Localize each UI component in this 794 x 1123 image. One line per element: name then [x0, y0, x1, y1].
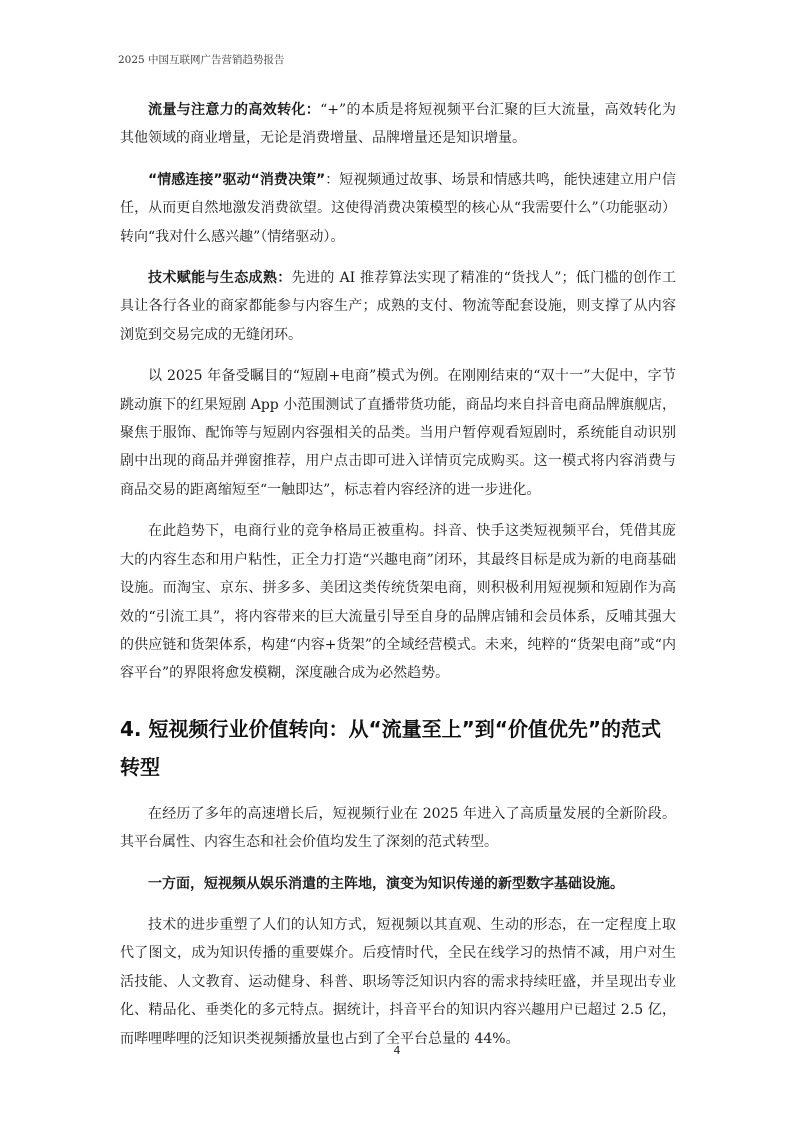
paragraph-lead: 流量与注意力的高效转化：: [148, 102, 321, 118]
paragraph-tech-ecosystem: [120, 264, 676, 349]
paragraph-traffic-conversion: [120, 96, 676, 153]
paragraph-text: ：短视频通过故事、场景和情感共鸣，能快速建立用户信任，从而更自然地激发消费欲望。这使得消费决策模型的核心从“我需要什么”（功能驱动）转向“我对什么感兴趣”（情绪驱动）。: [120, 171, 676, 245]
section-heading: 4. 短视频行业价值转向：从“流量至上”到“价值优先”的范式转型: [120, 716, 662, 779]
paragraph-text: 先进的 AI 推荐算法实现了精准的“货找人”；低门槛的创作工具让各行各业的商家都能参与内容生产；成熟的支付、物流等配套设施，则支撑了从内容浏览到交易完成的无缝闭环。: [120, 270, 677, 343]
paragraph-lead: “情感连接”驱动“消费决策”: [148, 171, 326, 188]
paragraph-short-drama-ecommerce: 以 2025 年备受瞩目的“短剧+电商”模式为例。在刚刚结束的“双十一”大促中，字节跳动旗下的红果短剧 App 小范围测试了直播带货功能，商品均来自抖音电商品牌旗舰店，聚焦于服饰、配饰等与短剧内容强相关的品类。当用户暂停观看短剧时，系统能自动识别剧中出现的商品并弹窗推荐，用户点击即可进入详情页完成购买。这一模式将内容消费与商品交易的距离缩短至“一触即达”，标志着内容经济的进一步进化。: [120, 368, 676, 498]
paragraph-knowledge-media: 技术的进步重塑了人们的认知方式，短视频以其直观、生动的形态，在一定程度上取代了图文，成为知识传播的重要媒介。后疫情时代，全民在线学习的热情不减，用户对生活技能、人文教育、运动健身、科普、职场等泛知识内容的需求持续旺盛，并呈现出专业化、精品化、垂类化的多元特点。据统计，抖音平台的知识内容兴趣用户已超过 2.5 亿，而哔哩哔哩的泛知识类视频播放量也占到了全平台总量的 44%。: [120, 916, 676, 1047]
paragraph-knowledge-infrastructure: 一方面，短视频从娱乐消遣的主阵地，演变为知识传递的新型数字基础设施。: [148, 875, 624, 892]
paragraph-emotional-connection: [120, 166, 676, 251]
paragraph-text: “+”的本质是将短视频平台汇聚的巨大流量，高效转化为其他领域的商业增量，无论是消费增量、品牌增量还是知识增量。: [120, 102, 677, 147]
report-header: 2025 中国互联网广告营销趋势报告: [118, 54, 285, 66]
paragraph-industry-transition: 在经历了多年的高速增长后，短视频行业在 2025 年进入了高质量发展的全新阶段。其平台属性、内容生态和社会价值均发生了深刻的范式转型。: [120, 805, 676, 851]
paragraph-lead: 技术赋能与生态成熟：: [148, 270, 292, 287]
page-body: [120, 96, 676, 1066]
page-number: 4: [393, 1044, 401, 1057]
paragraph-ecommerce-competition: 在此趋势下，电商行业的竞争格局正被重构。抖音、快手这类短视频平台，凭借其庞大的内容生态和用户粘性，正全力打造“兴趣电商”闭环，其最终目标是成为新的电商基础设施。而淘宝、京东、拼多多、美团这类传统货架电商，则积极利用短视频和短剧作为高效的“引流工具”，将内容带来的巨大流量引导至自身的品牌店铺和会员体系，反哺其强大的供应链和货架体系，构建“内容+货架”的全域经营模式。未来，纯粹的“货架电商”或“内容平台”的界限将愈发模糊，深度融合成为必然趋势。: [120, 523, 676, 682]
